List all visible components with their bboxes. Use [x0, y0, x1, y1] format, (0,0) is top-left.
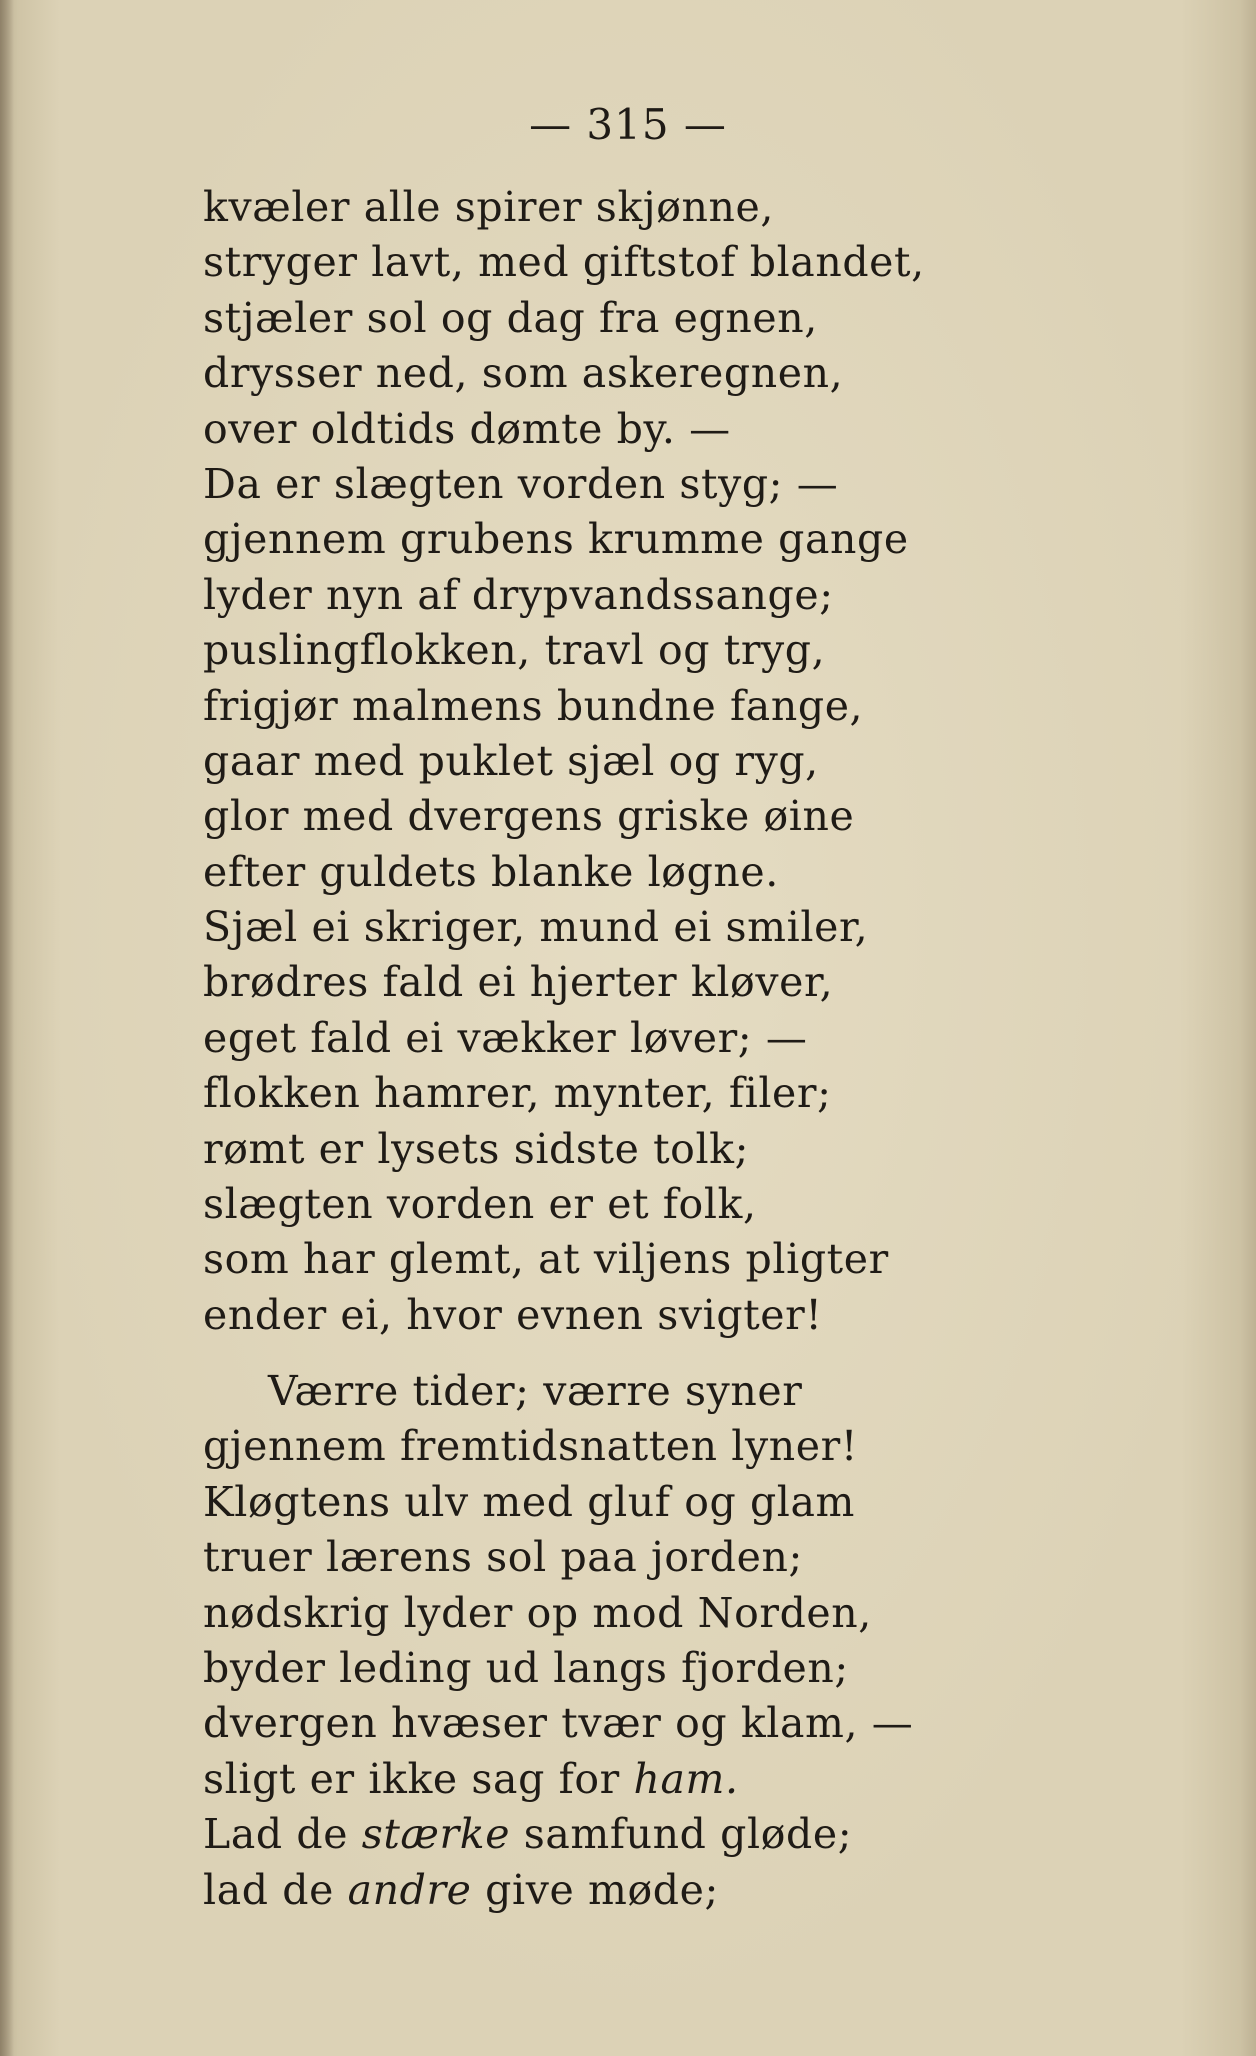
poem-line: Sjæl ei skriger, mund ei smiler,: [203, 903, 869, 952]
poem-text: sligt er ikke sag for: [203, 1754, 634, 1803]
poem-text: samfund gløde;: [510, 1810, 853, 1859]
poem-line: lyder nyn af drypvandssange;: [203, 570, 834, 619]
poem-line: dvergen hvæser tvær og klam, —: [203, 1699, 914, 1748]
poem-text: give møde;: [471, 1865, 719, 1914]
page-number: — 315 —: [529, 100, 727, 149]
poem-line: gjennem fremtidsnatten lyner!: [203, 1422, 858, 1471]
poem-line: [203, 1863, 1203, 1918]
poem-line: ender ei, hvor evnen svigter!: [203, 1290, 823, 1339]
emphasis-word: andre: [347, 1865, 472, 1914]
poem-line: byder leding ud langs fjorden;: [203, 1643, 849, 1692]
poem-line: Værre tider; værre syner: [268, 1367, 803, 1415]
poem-line: eget fald ei vækker løver; —: [203, 1013, 808, 1062]
poem-line: gaar med puklet sjæl og ryg,: [203, 736, 819, 785]
poem-line: drysser ned, som askeregnen,: [203, 349, 844, 398]
poem-line: glor med dvergens griske øine: [203, 792, 855, 841]
poem-line: Da er slægten vorden styg; —: [203, 459, 839, 508]
poem-line: nødskrig lyder op mod Norden,: [203, 1588, 872, 1637]
poem-line: gjennem grubens krumme gange: [203, 515, 909, 564]
poem-line: kvæler alle spirer skjønne,: [203, 183, 775, 231]
emphasis-word: ham.: [633, 1754, 739, 1803]
poem-line: [203, 1752, 1203, 1807]
poem-line: rømt er lysets sidste tolk;: [203, 1124, 750, 1173]
poem-line: over oldtids dømte by. —: [203, 404, 731, 453]
poem-line: stryger lavt, med giftstof blandet,: [203, 238, 925, 287]
poem-line: efter guldets blanke løgne.: [203, 847, 779, 896]
spine-shadow: [0, 0, 14, 2056]
poem-line: flokken hamrer, mynter, filer;: [203, 1069, 832, 1118]
poem-line: frigjør malmens bundne fange,: [203, 681, 864, 730]
poem-line: stjæler sol og dag fra egnen,: [203, 293, 818, 342]
poem-text: Lad de: [203, 1810, 362, 1859]
poem-stanza-2: [203, 1364, 1203, 1918]
poem-line: Kløgtens ulv med gluf og glam: [203, 1477, 856, 1526]
poem-line: puslingflokken, travl og tryg,: [203, 626, 826, 675]
poem-text: lad de: [203, 1865, 348, 1914]
poem-line: truer lærens sol paa jorden;: [203, 1533, 803, 1582]
poem-line: brødres fald ei hjerter kløver,: [203, 958, 834, 1007]
poem-stanza-1: [203, 180, 1203, 1343]
poem-line: [203, 1807, 1203, 1862]
emphasis-word: stærke: [361, 1810, 511, 1859]
poem-line: som har glemt, at viljens pligter: [203, 1235, 889, 1284]
poem-line: slægten vorden er et folk,: [203, 1180, 757, 1229]
